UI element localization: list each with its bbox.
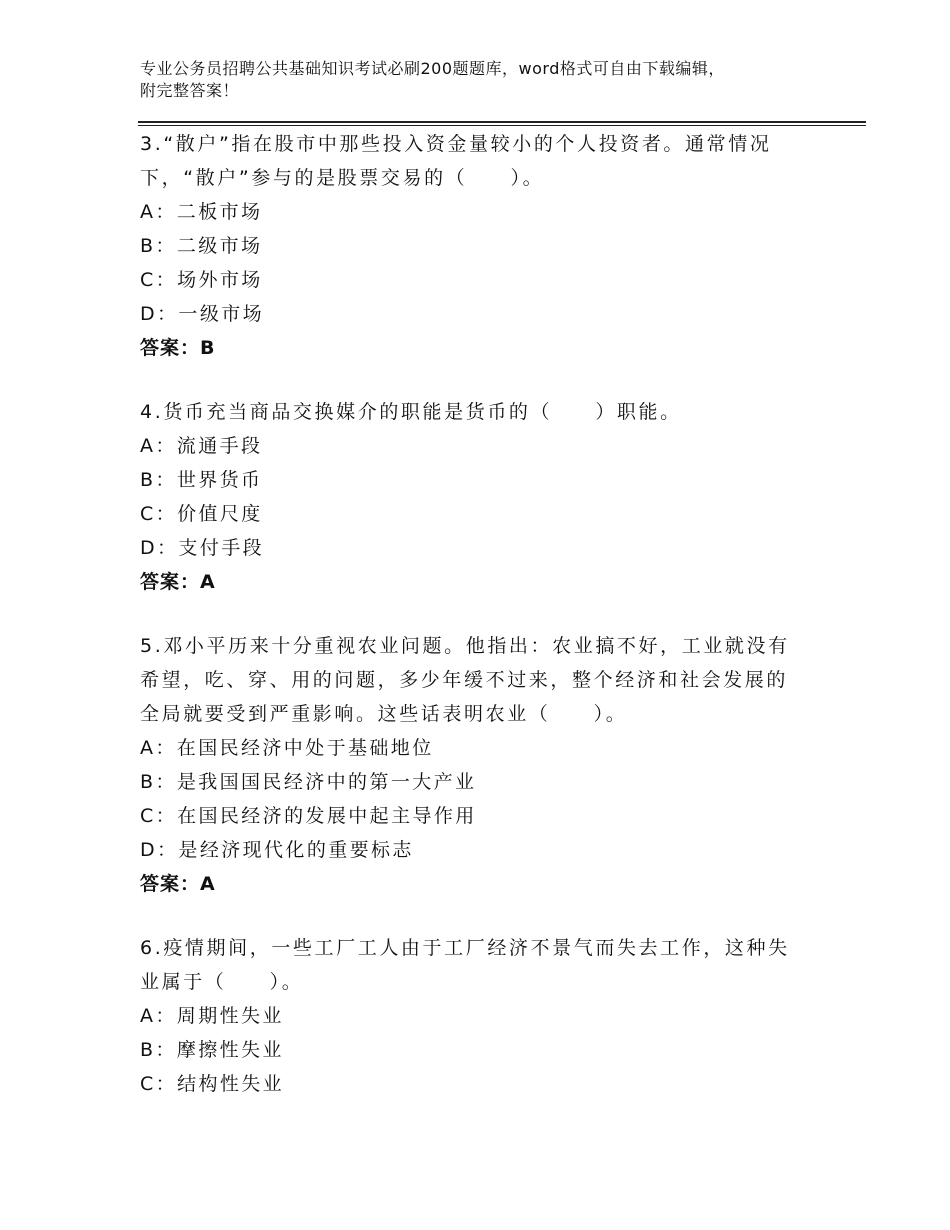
header-line-2: 附完整答案！	[140, 81, 240, 100]
question-stem-line: 6.疫情期间，一些工厂工人由于工厂经济不景气而失去工作，这种失	[140, 937, 790, 959]
option-b: B：二级市场	[140, 235, 263, 257]
option-c: C：价值尺度	[140, 503, 263, 525]
question-item	[140, 395, 820, 599]
option-c: C：结构性失业	[140, 1073, 285, 1095]
option-b: B：摩擦性失业	[140, 1039, 284, 1061]
question-stem-line: 下，“散户”参与的是股票交易的（ ）。	[140, 167, 545, 189]
question-item	[140, 127, 820, 365]
question-stem-line: 5.邓小平历来十分重视农业问题。他指出：农业搞不好，工业就没有	[140, 635, 790, 657]
question-list	[140, 127, 820, 1131]
answer-label: 答案：B	[140, 337, 216, 359]
question-stem-line: 业属于（ ）。	[140, 971, 304, 993]
option-a: A：流通手段	[140, 435, 263, 457]
option-b: B：世界货币	[140, 469, 263, 491]
question-stem	[140, 629, 820, 731]
option-c: C：在国民经济的发展中起主导作用	[140, 805, 477, 827]
question-item	[140, 629, 820, 901]
option-b: B：是我国国民经济中的第一大产业	[140, 771, 477, 793]
document-header	[140, 58, 820, 102]
question-item	[140, 931, 820, 1101]
option-a: A：周期性失业	[140, 1005, 284, 1027]
answer-label: 答案：A	[140, 571, 216, 593]
header-divider-thick	[138, 121, 866, 123]
header-divider-thin	[138, 125, 866, 126]
header-line-1: 专业公务员招聘公共基础知识考试必刷200题题库，word格式可自由下载编辑，	[140, 59, 725, 78]
option-a: A：二板市场	[140, 201, 263, 223]
option-d: D：是经济现代化的重要标志	[140, 839, 414, 861]
question-stem-line: 全局就要受到严重影响。这些话表明农业（ ）。	[140, 703, 628, 725]
answer-label: 答案：A	[140, 873, 216, 895]
question-stem	[140, 395, 820, 429]
option-a: A：在国民经济中处于基础地位	[140, 737, 434, 759]
option-c: C：场外市场	[140, 269, 263, 291]
question-stem	[140, 127, 820, 195]
question-stem-line: 4.货币充当商品交换媒介的职能是货币的（ ）职能。	[140, 401, 682, 423]
question-stem-line: 希望，吃、穿、用的问题，多少年缓不过来，整个经济和社会发展的	[140, 669, 789, 691]
question-stem	[140, 931, 820, 999]
question-stem-line: 3.“散户”指在股市中那些投入资金量较小的个人投资者。通常情况	[140, 133, 772, 155]
option-d: D：一级市场	[140, 303, 265, 325]
option-d: D：支付手段	[140, 537, 265, 559]
